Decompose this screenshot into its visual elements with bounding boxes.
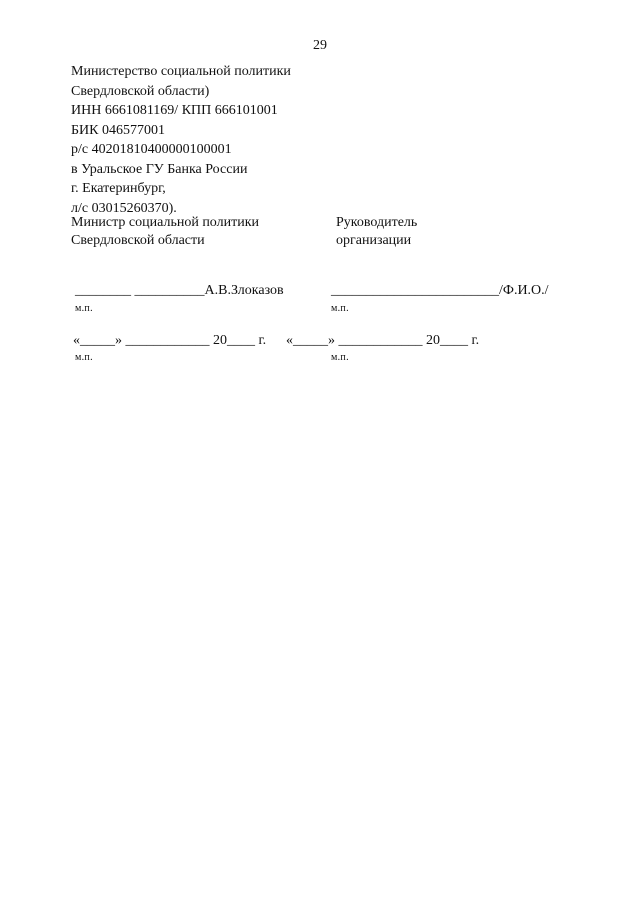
requisite-line: г. Екатеринбург,	[71, 181, 166, 196]
bank-requisites	[71, 62, 291, 218]
requisite-line: Министерство социальной политики	[71, 64, 291, 79]
right-date-stamp-label: м.п.	[331, 352, 349, 363]
requisite-line: БИК 046577001	[71, 122, 165, 138]
right-signatory-title	[336, 214, 417, 249]
right-stamp-label: м.п.	[331, 303, 349, 314]
requisite-line: ИНН 6661081169/ КПП 666101001	[71, 103, 278, 118]
page-number: 29	[313, 38, 327, 53]
right-date-line: «_____» ____________ 20____ г.	[286, 333, 480, 348]
left-stamp-label: м.п.	[75, 303, 93, 314]
requisite-line: р/с 40201810400000100001	[71, 142, 232, 157]
left-signature-line: ________ __________А.В.Злоказов	[75, 283, 284, 298]
left-date-line: «_____» ____________ 20____ г.	[73, 333, 267, 348]
requisite-line: Свердловской области)	[71, 83, 210, 99]
right-title-line: организации	[336, 232, 412, 248]
left-date-stamp-label: м.п.	[75, 352, 93, 363]
right-title-line: Руководитель	[336, 215, 418, 230]
left-title-line: Министр социальной политики	[71, 215, 260, 230]
right-signature-line: ________________________/Ф.И.О./	[331, 283, 549, 298]
requisite-line: л/с 03015260370).	[71, 200, 177, 216]
left-signatory-title	[71, 214, 259, 249]
left-title-line: Свердловской области	[71, 232, 205, 248]
requisite-line: в Уральское ГУ Банка России	[71, 161, 248, 177]
